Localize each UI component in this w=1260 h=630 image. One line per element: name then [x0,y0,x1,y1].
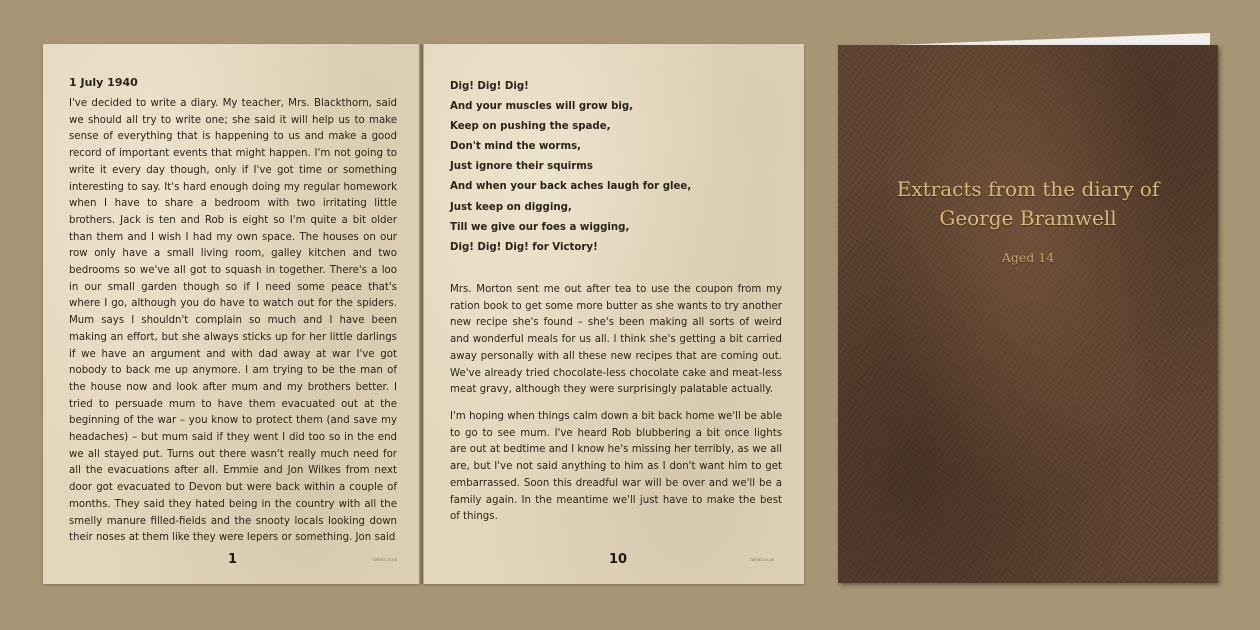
poem-line: Don't mind the worms, [450,141,582,153]
cover-subtitle: Aged 14 [1001,250,1055,265]
poem-line: And your muscles will grow big, [450,101,634,113]
diary-paragraph-family: I'm hoping when things calm down a bit back home we'll be able to go to see mum. I've heard Rob blubbering a bit once lights are out at bedtime and I know he's missing her terribly, as we all are, but I've not said anything to him as I don't want him to get embarrassed. Soon this dreadful war will be over and we'll be a family again. In the meantime we'll just have to make the best of things. [450,411,782,523]
cover-title [838,175,1218,233]
cover-title-line: Extracts from the diary of [896,177,1160,201]
poem-line: Dig! Dig! Dig! [450,81,529,92]
poem-line: Dig! Dig! Dig! for Victory! [450,241,598,253]
page-corner-mark-left: twinkl.co.uk [373,557,397,562]
diary-entry-date: 1 July 1940 [69,76,138,89]
poem [450,77,691,258]
diary-page-left [43,44,420,584]
cover-author-name: George Bramwell [939,206,1117,230]
page-corner-mark-right: twinkl.co.uk [750,557,774,562]
diary-paragraph-ration: Mrs. Morton sent me out after tea to use the coupon from my ration book to get some more butter as she wants to try another new recipe she's found – she's been making all sorts of weird and wonderful meals for us all. I think she's getting a bit carried away personally with all these new recipes that are coming out. We've already tried chocolate-less chocolate cake and meat-less meat gravy, although they were surprisingly palatable actually. [450,284,782,396]
poem-line: And when your back aches laugh for glee, [450,181,692,193]
page-number-right: 10 [609,552,628,567]
diary-cover [838,45,1218,583]
diary-page-right [423,44,804,584]
poem-line: Just ignore their squirms [450,161,593,173]
poem-line: Keep on pushing the spade, [450,121,611,133]
poem-line: Just keep on digging, [450,201,572,213]
page-number-left: 1 [228,552,238,567]
diary-entry-text: I've decided to write a diary. My teacher, Mrs. Blackthorn, said we should all try to write one; she said it will help us to make sense of everything that is happening to us and make a good record of important events that might happen. I'm not going to write it every day though, only if I've got time or something interesting to say. It's hard enough doing my regular homework when I have to share a bedroom with two irritating little brothers. Jack is ten and Rob is eight so I'm quite a bit older than them and I wish I had my own space. The houses on our row only have a small living room, galley kitchen and two bedrooms so we've all got to squash in together. There's a loo in our small garden though so if I need some peace that's where I go, although you do have to watch out for the spiders. Mum says I shouldn't complain so much and I have been making an effort, but she always sticks up for her little darlings if we have an argument and with dad away at war I've got nobody to back me up anymore. I am trying to be the man of the house now and look after mum and my brothers better. I tried to persuade mum to have them evacuated out at the beginning of the war – you know to protect them (and save my headaches) – but mum said if they went I did too so in the end we all stayed put. Turns out there wasn't really much need for all the evacuations after all. Emmie and Jon Wilkes from next door got evacuated to Devon but were back within a couple of months. They said they hated being in the country with all the smelly manure filled-fields and the snooty locals looking down their noses at them like they were lepers or something. Jon said [69,98,397,544]
poem-line: Till we give our foes a wigging, [450,221,630,233]
